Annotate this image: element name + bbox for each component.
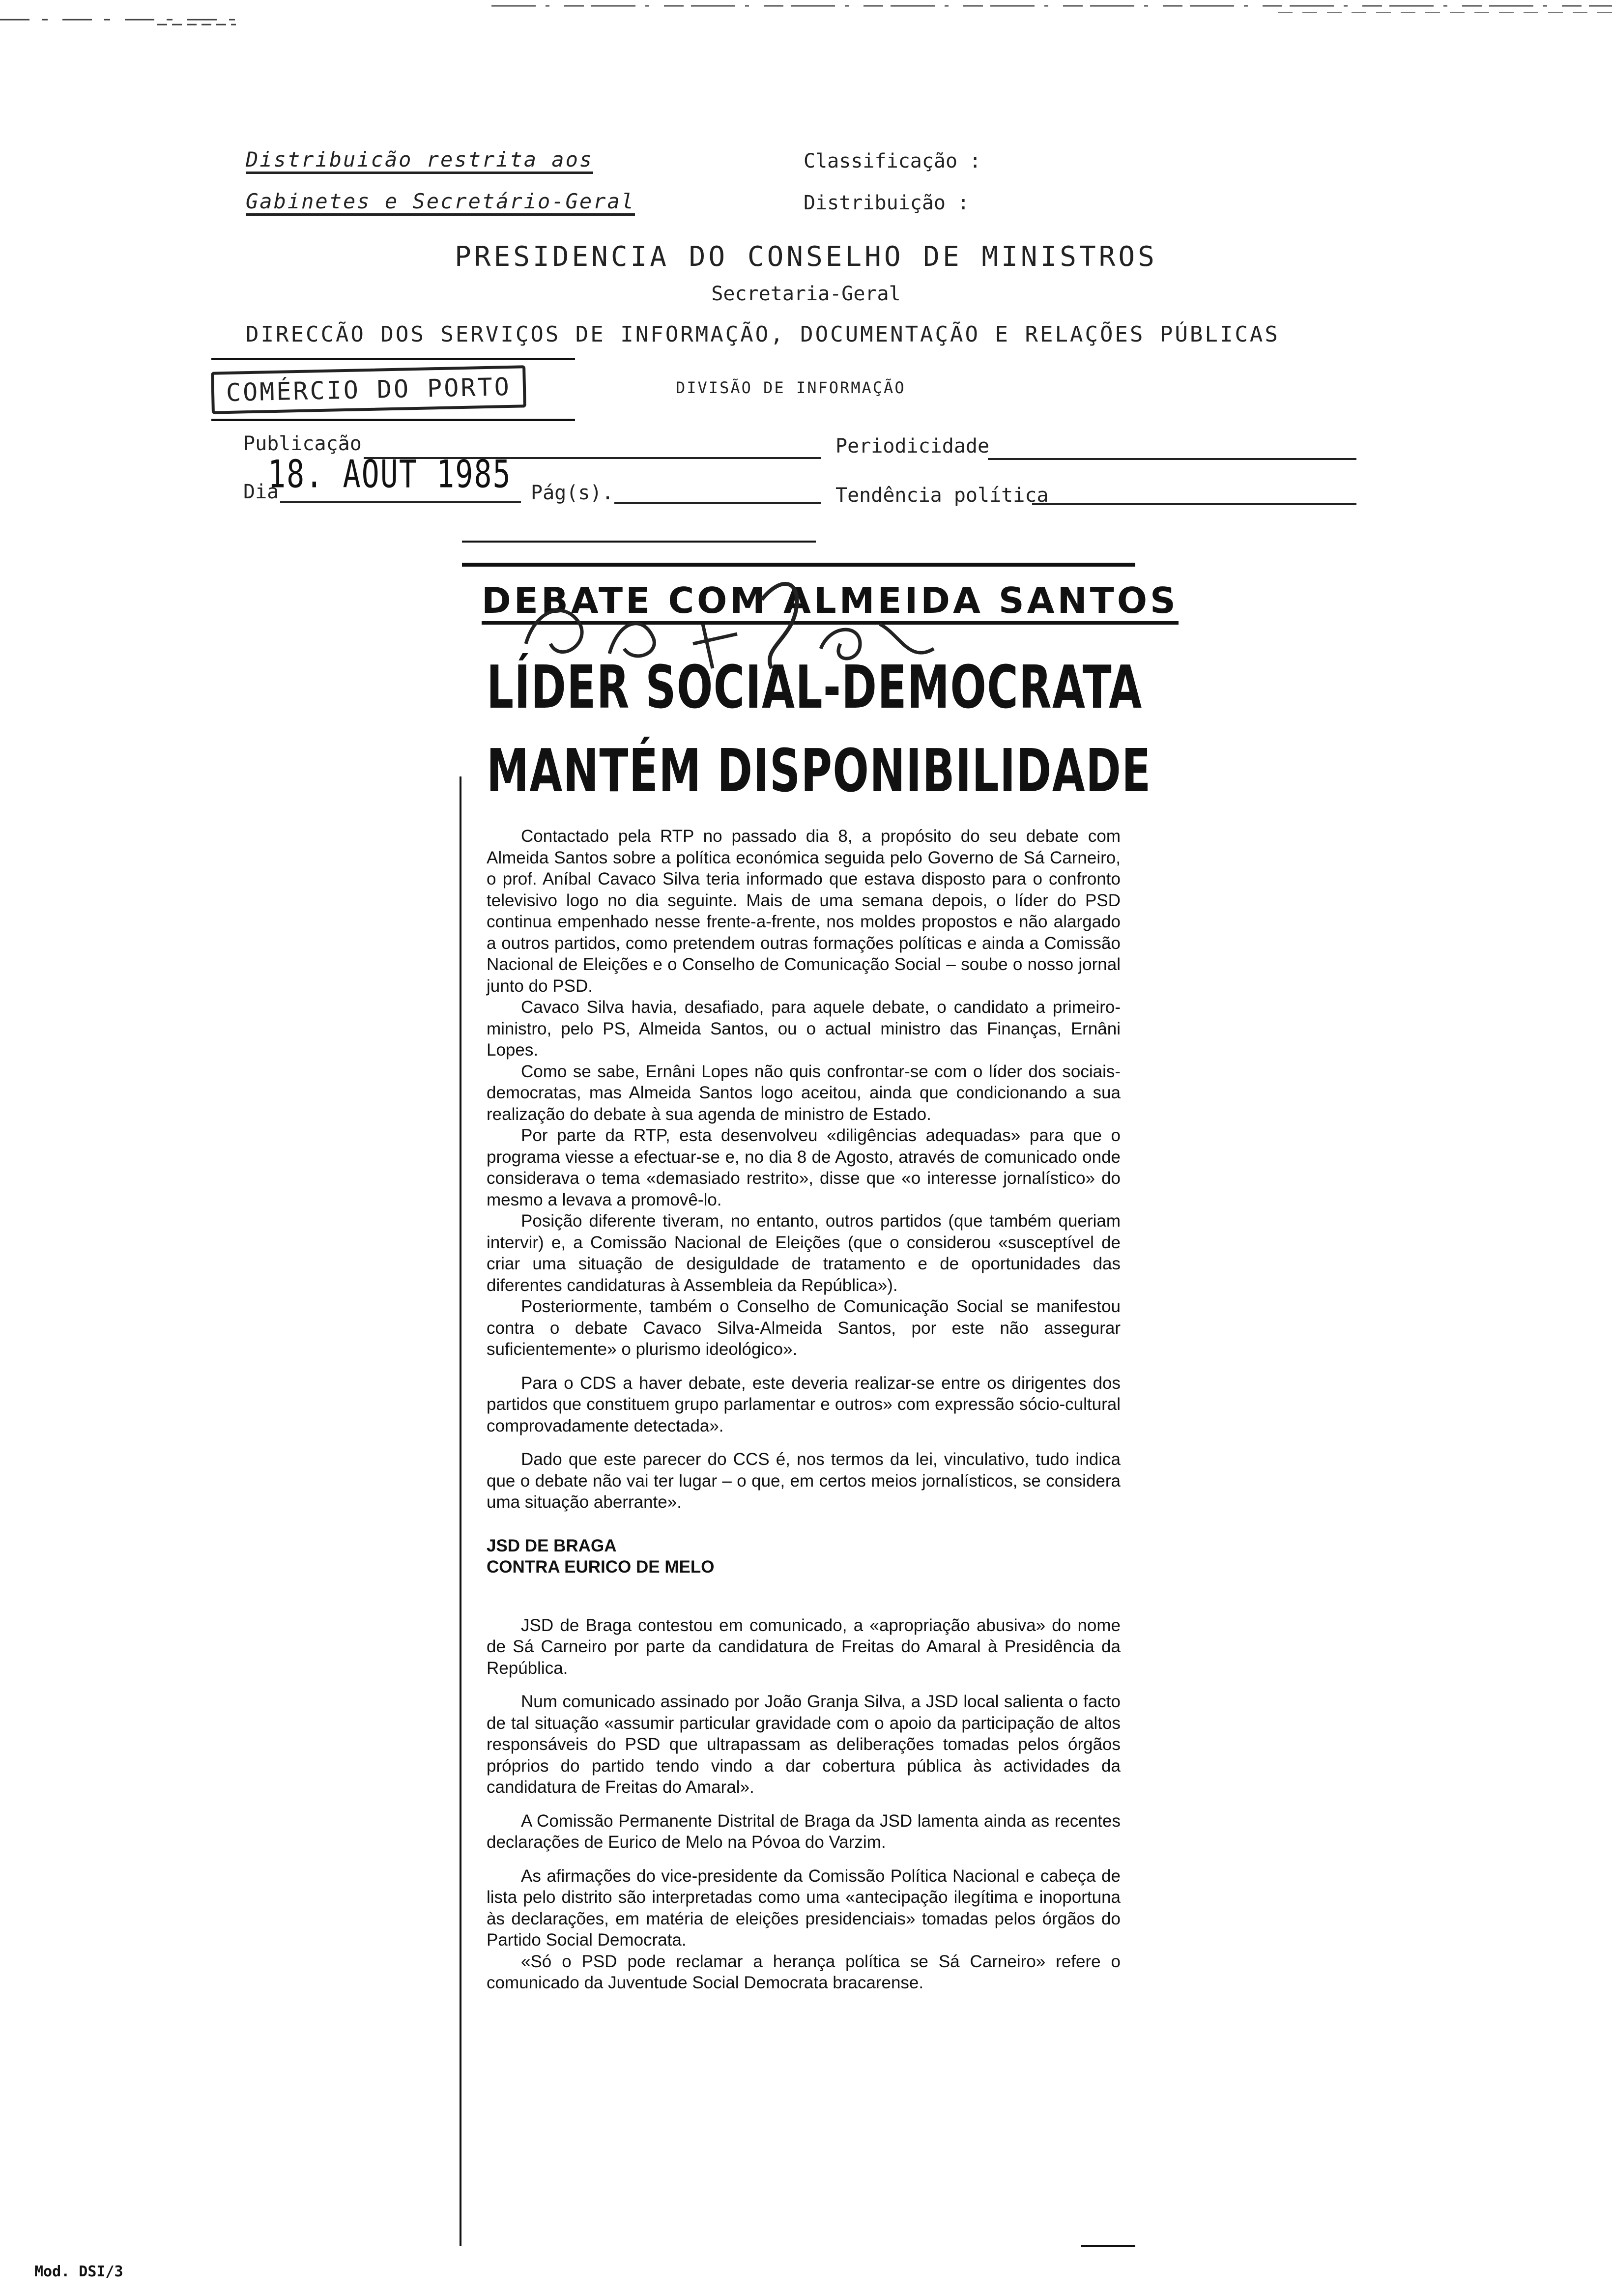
header-stamp-rule <box>211 419 575 421</box>
secretariat-title: Secretaria-Geral <box>711 283 901 305</box>
header-top-rule <box>211 358 575 360</box>
article-paragraph: Posição diferente tiveram, no entanto, outros partidos (que também queriam intervir) e, a Comissão Nacional de Eleições (que o considerou «susceptível de criar uma situação de desiguldade de tratamento e de oportunidades das diferentes candidaturas à Assembleia da República»). <box>487 1211 1121 1295</box>
distribution-restricted-line2: Gabinetes e Secretário-Geral <box>246 189 635 216</box>
classification-label: Classificação : <box>804 150 981 172</box>
article-paragraph: Para o CDS a haver debate, este deveria realizar-se entre os dirigentes dos partidos que constituem grupo parlamentar e outros» com expressão sócio-cultural comprovadamente detectada». <box>487 1373 1121 1435</box>
article-paragraph: JSD de Braga contestou em comunicado, a «apropriação abusiva» do nome de Sá Carneiro por parte da candidatura de Freitas do Amaral à Presidência da República. <box>487 1615 1121 1678</box>
article-paragraph: Posteriormente, também o Conselho de Comunicação Social se manifestou contra o debate Cavaco Silva-Almeida Santos, por este não assegurar suficientemente» o plurismo ideológico». <box>487 1297 1121 1359</box>
article-paragraph: Por parte da RTP, esta desenvolveu «diligências adequadas» para que o programa viesse a efectuar-se e, no dia 8 de Agosto, através de comunicado onde considerava o tema «demasiado restrito», disse que «o interesse jornalístico» do mesmo a levava a promovê-lo. <box>487 1126 1121 1209</box>
political-tendency-label: Tendência política <box>835 484 1049 507</box>
article-body <box>487 826 1121 1994</box>
directorate-title: DIRECCÃO DOS SERVIÇOS DE INFORMAÇÃO, DOCUMENTAÇÃO E RELAÇÕES PÚBLICAS <box>246 322 1280 347</box>
distribution-label: Distribuição : <box>804 192 970 214</box>
pages-fill-line <box>614 502 821 504</box>
date-stamp: 18. AOUT 1985 <box>268 452 512 497</box>
source-stamp: COMÉRCIO DO PORTO <box>211 365 526 414</box>
publication-label: Publicação <box>243 432 362 455</box>
article-paragraph: Dado que este parecer do CCS é, nos termos da lei, vinculativo, tudo indica que o debate não vai ter lugar – o que, em certos meios jornalísticos, se considera uma situação aberrante». <box>487 1450 1121 1512</box>
article-subhead-line2: CONTRA EURICO DE MELO <box>487 1557 715 1577</box>
article-rule-thick <box>462 563 1135 567</box>
pages-label: Pág(s). <box>531 482 614 504</box>
article-paragraph: Cavaco Silva havia, desafiado, para aquele debate, o candidato a primeiro-ministro, pelo PS, Almeida Santos, ou o actual ministro das Finanças, Ernâni Lopes. <box>487 998 1121 1060</box>
article-bottom-rule <box>1081 2245 1135 2247</box>
article-rule-thin <box>462 541 816 543</box>
article-paragraph: Contactado pela RTP no passado dia 8, a propósito do seu debate com Almeida Santos sobre a política económica seguida pelo Governo de Sá Carneiro, o prof. Aníbal Cavaco Silva teria informado que estava disposto para o confronto televisivo logo no dia seguinte. Mais de uma semana depois, o líder do PSD continua empenhado nesse frente-a-frente, nos moldes propostos e não alargado a outros partidos, como pretendem outras formações políticas e ainda a Comissão Nacional de Eleições e o Conselho de Comunicação Social – soube o nosso jornal junto do PSD. <box>487 827 1121 996</box>
day-fill-line <box>280 501 521 503</box>
article-headline-line1: LÍDER SOCIAL-DEMOCRATA <box>487 654 1143 722</box>
ministry-title: PRESIDENCIA DO CONSELHO DE MINISTROS <box>455 241 1157 273</box>
article-kicker: DEBATE COM ALMEIDA SANTOS <box>482 580 1179 625</box>
periodicity-fill-line <box>988 458 1356 460</box>
distribution-restricted-line1: Distribuicão restrita aos <box>246 147 593 174</box>
article-paragraph: As afirmações do vice-presidente da Comissão Política Nacional e cabeça de lista pelo distrito são interpretadas como uma «antecipação ilegítima e inoportuna às declarações, em matéria de eleições presidenciais» tomadas pelos órgãos do Partido Social Democrata. <box>487 1866 1121 1950</box>
article-paragraph: «Só o PSD pode reclamar a herança política se Sá Carneiro» refere o comunicado da Juventude Social Democrata bracarense. <box>487 1952 1121 1992</box>
day-label: Dia <box>243 481 279 503</box>
article-paragraph: Num comunicado assinado por João Granja Silva, a JSD local salienta o facto de tal situação «assumir particular gravidade com o apoio da participação de altos responsáveis do PSD que ultrapassam as deliberações tomadas pelos órgãos próprios do partido tendo vindo a dar cobertura pública às actividades da candidatura de Freitas do Amaral». <box>487 1692 1121 1797</box>
article-paragraph: A Comissão Permanente Distrital de Braga da JSD lamenta ainda as recentes declarações de Eurico de Melo na Póvoa do Varzim. <box>487 1811 1121 1852</box>
periodicity-label: Periodicidade <box>835 435 990 458</box>
article-subhead-line1: JSD DE BRAGA <box>487 1536 617 1555</box>
article-headline-line2: MANTÉM DISPONIBILIDADE <box>487 737 1151 805</box>
column-left-rule <box>460 776 461 2246</box>
article-paragraph: Como se sabe, Ernâni Lopes não quis confrontar-se com o líder dos sociais-democratas, mas Almeida Santos logo aceitou, ainda que condicionando a sua realização do debate à sua agenda de ministro de Estado. <box>487 1062 1121 1124</box>
scan-edge-noise <box>0 0 1612 34</box>
division-label: DIVISÃO DE INFORMAÇÃO <box>676 378 906 397</box>
form-code-label: Mod. DSI/3 <box>34 2263 123 2280</box>
political-tendency-fill-line <box>1032 503 1356 505</box>
